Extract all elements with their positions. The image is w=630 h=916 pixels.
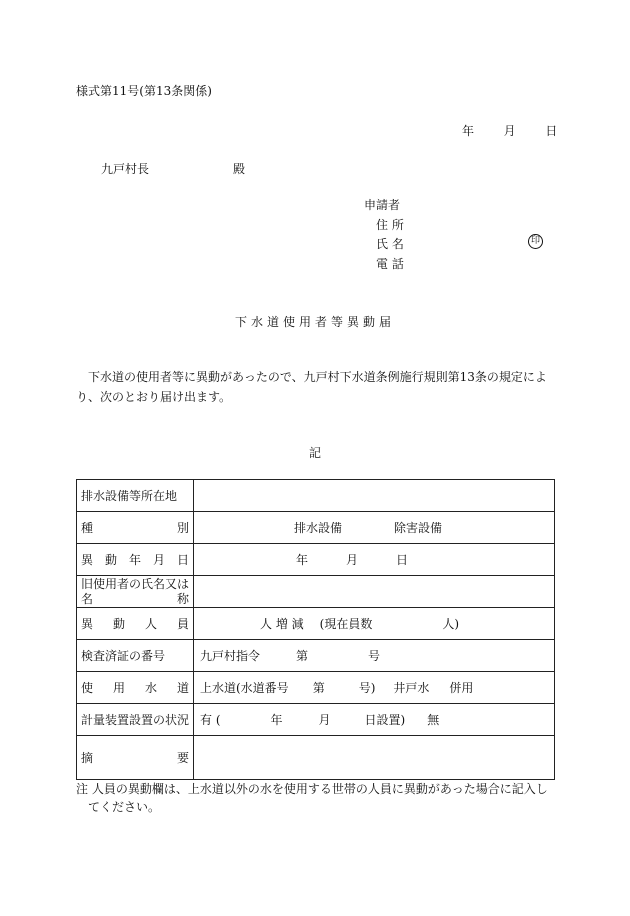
remarks-label: 摘 要 bbox=[77, 736, 194, 780]
table-row bbox=[77, 672, 555, 704]
document-title: 下水道使用者等異動届 bbox=[234, 315, 395, 329]
applicant-block bbox=[364, 196, 404, 274]
change-date-label: 異 動 年 月 日 bbox=[77, 544, 194, 576]
meter-value: 有 ( 年 月 日設置) 無 bbox=[194, 704, 555, 736]
type-option-pretreatment: 除害設備 bbox=[394, 521, 443, 535]
footnote bbox=[76, 780, 560, 816]
type-option-drainage: 排水設備 bbox=[294, 521, 343, 535]
water-label: 使 用 水 道 bbox=[77, 672, 194, 704]
table-row bbox=[77, 544, 555, 576]
addressee-name: 九戸村長 bbox=[101, 162, 150, 176]
applicant-name-label: 氏 名 bbox=[376, 237, 404, 251]
form-number: 様式第11号(第13条関係) bbox=[76, 84, 212, 98]
persons-value: 人 増 減 (現在員数 人) bbox=[194, 608, 555, 640]
table-row bbox=[77, 576, 555, 608]
table-row bbox=[77, 512, 555, 544]
persons-label: 異 動 人 員 bbox=[77, 608, 194, 640]
type-value bbox=[194, 512, 555, 544]
meter-label: 計量装置設置の状況 bbox=[77, 704, 194, 736]
addressee bbox=[101, 160, 245, 177]
certificate-label: 検査済証の番号 bbox=[77, 640, 194, 672]
footnote-line-2: てください。 bbox=[88, 800, 161, 814]
type-label: 種 別 bbox=[77, 512, 194, 544]
certificate-value: 九戸村指令 第 号 bbox=[194, 640, 555, 672]
table-row bbox=[77, 736, 555, 780]
remarks-value bbox=[194, 736, 555, 780]
table-row bbox=[77, 640, 555, 672]
date-line bbox=[462, 122, 557, 139]
old-user-value bbox=[194, 576, 555, 608]
seal-mark: 印 bbox=[528, 234, 543, 249]
date-year: 年 bbox=[462, 124, 475, 138]
date-day: 日 bbox=[545, 124, 558, 138]
footnote-line-1: 注 人員の異動欄は、上水道以外の水を使用する世帯の人員に異動があった場合に記入し bbox=[76, 782, 548, 796]
location-label: 排水設備等所在地 bbox=[77, 480, 194, 512]
applicant-address-label: 住 所 bbox=[376, 217, 404, 232]
table-row bbox=[77, 480, 555, 512]
addressee-suffix: 殿 bbox=[233, 162, 246, 176]
body-text: 下水道の使用者等に異動があったので、九戸村下水道条例施行規則第13条の規定により、次のとおり届け出ます。 bbox=[76, 370, 547, 404]
applicant-heading: 申請者 bbox=[364, 198, 401, 212]
location-value bbox=[194, 480, 555, 512]
old-user-label: 旧使用者の氏名又は 名 称 bbox=[77, 576, 194, 608]
ki-heading: 記 bbox=[308, 446, 321, 460]
table-row bbox=[77, 608, 555, 640]
water-value: 上水道(水道番号 第 号) 井戸水 併用 bbox=[194, 672, 555, 704]
table-row bbox=[77, 704, 555, 736]
notification-table bbox=[76, 479, 555, 780]
change-date-value: 年 月 日 bbox=[194, 544, 555, 576]
date-month: 月 bbox=[503, 124, 516, 138]
applicant-phone-label: 電 話 bbox=[376, 256, 404, 271]
